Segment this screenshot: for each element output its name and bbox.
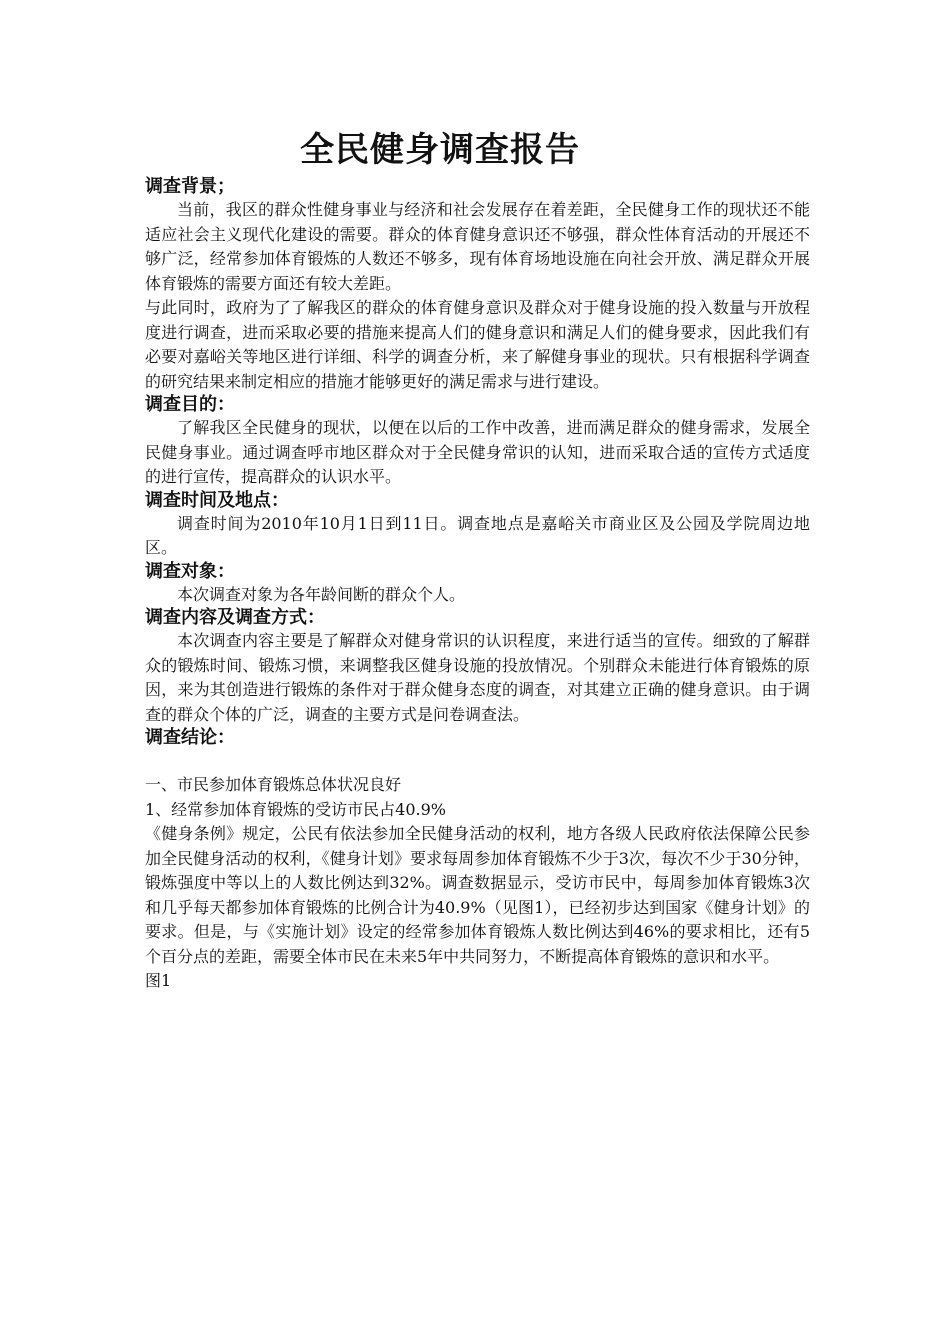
section-purpose [145, 394, 810, 490]
paragraph-purpose: 了解我区全民健身的现状，以便在以后的工作中改善，进而满足群众的健身需求，发展全民健身事业。通过调查呼市地区群众对于全民健身常识的认知，进而采取合适的宣传方式适度的进行宣传，提高群众的认识水平。 [145, 418, 810, 486]
figure-label: 图1 [145, 971, 172, 990]
conclusion-subheading-1: 一、市民参加体育锻炼总体状况良好 [145, 775, 402, 794]
section-conclusion [145, 727, 810, 994]
section-time-place [145, 490, 810, 561]
paragraph-background-1: 当前，我区的群众性健身事业与经济和社会发展存在着差距，全民健身工作的现状还不能适应社会主义现代化建设的需要。群众的体育健身意识还不够强，群众性体育活动的开展还不够广泛，经常参加体育锻炼的人数还不够多，现有体育场地设施在向社会开放、满足群众开展体育锻炼的需要方面还有较大差距。 [145, 200, 810, 293]
section-heading-method: 调查内容及调查方式： [145, 607, 325, 628]
section-background [145, 176, 810, 394]
section-subject [145, 561, 810, 608]
document-body [145, 176, 810, 994]
paragraph-subject: 本次调查对象为各年龄间断的群众个人。 [177, 584, 466, 604]
page-title: 全民健身调查报告 [300, 130, 580, 170]
spacer [145, 749, 810, 773]
paragraph-time-place: 调查时间为2010年10月1日到11日。调查地点是嘉峪关市商业区及公园及学院周边地区。 [145, 513, 810, 557]
section-heading-subject: 调查对象： [145, 560, 235, 582]
section-method [145, 607, 810, 727]
section-heading-conclusion: 调查结论： [145, 727, 235, 748]
paragraph-background-2: 与此同时，政府为了了解我区的群众的体育健身意识及群众对于健身设施的投入数量与开放程度进行调查，进而采取必要的措施来提高人们的健身意识和满足人们的健身要求，因此我们有必要对嘉峪关等地区进行详细、科学的调查分析，来了解健身事业的现状。只有根据科学调查的研究结果来制定相应的措施才能够更好的满足需求与进行建设。 [145, 298, 810, 391]
paragraph-method: 本次调查内容主要是了解群众对健身常识的认识程度，来进行适当的宣传。细致的了解群众的锻炼时间、锻炼习惯，来调整我区健身设施的投放情况。个别群众未能进行体育锻炼的原因，来为其创造进行锻炼的条件对于群众健身态度的调查，对其建立正确的健身意识。由于调查的群众个体的广泛，调查的主要方式是问卷调查法。 [145, 631, 810, 724]
paragraph-conclusion: 《健身条例》规定，公民有依法参加全民健身活动的权利，地方各级人民政府依法保障公民参加全民健身活动的权利，《健身计划》要求每周参加体育锻炼不少于3次，每次不少于30分钟，锻炼强度中等以上的人数比例达到32%。调查数据显示，受访市民中，每周参加体育锻炼3次和几乎每天都参加体育锻炼的比例合计为40.9%（见图1），已经初步达到国家《健身计划》的要求。但是，与《实施计划》设定的经常参加体育锻炼人数比例达到46%的要求相比，还有5个百分点的差距，需要全体市民在未来5年中共同努力，不断提高体育锻炼的意识和水平。 [145, 824, 810, 966]
section-heading-background: 调查背景； [145, 176, 235, 197]
conclusion-subheading-2: 1、经常参加体育锻炼的受访市民占40.9% [145, 799, 447, 819]
section-heading-time-place: 调查时间及地点： [145, 489, 289, 511]
section-heading-purpose: 调查目的： [145, 394, 235, 415]
